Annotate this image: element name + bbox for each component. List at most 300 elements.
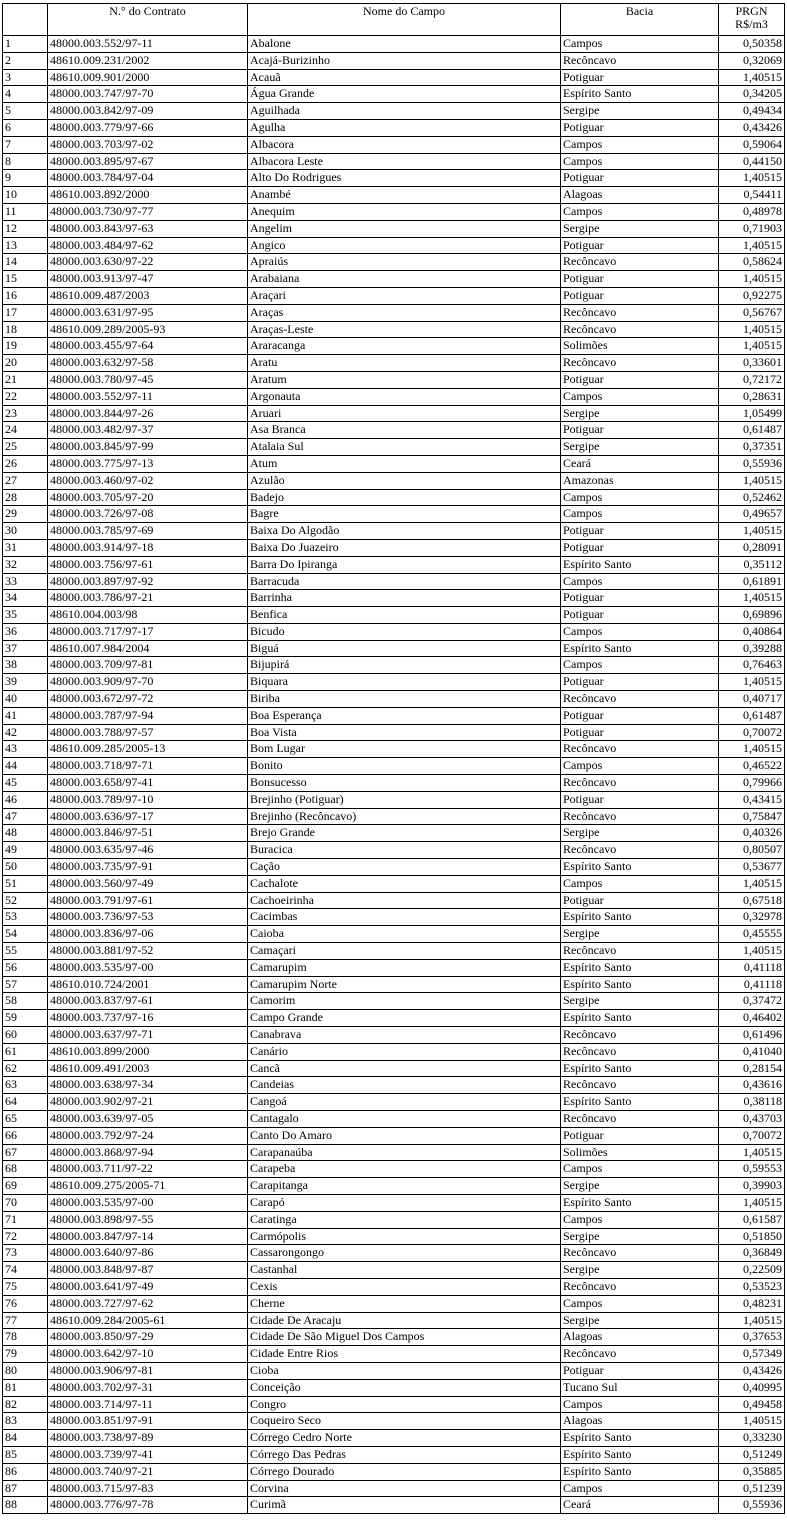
prgn-value-cell: 1,40515 [719, 1312, 785, 1329]
prgn-value-cell: 0,61487 [719, 422, 785, 439]
basin-cell: Campos [561, 623, 719, 640]
basin-cell: Potiguar [561, 287, 719, 304]
field-name-cell: Cioba [248, 1362, 561, 1379]
row-index-cell: 6 [3, 119, 48, 136]
field-name-cell: Bom Lugar [248, 741, 561, 758]
row-index-cell: 23 [3, 405, 48, 422]
field-name-cell: Biguá [248, 640, 561, 657]
header-contract-number: N.° do Contrato [48, 4, 248, 36]
basin-cell: Campos [561, 1480, 719, 1497]
row-index-cell: 80 [3, 1362, 48, 1379]
prgn-value-cell: 1,40515 [719, 590, 785, 607]
contract-number-cell: 48000.003.779/97-66 [48, 119, 248, 136]
field-name-cell: Curimã [248, 1497, 561, 1514]
contract-number-cell: 48000.003.726/97-08 [48, 506, 248, 523]
basin-cell: Sergipe [561, 1262, 719, 1279]
prgn-value-cell: 0,56767 [719, 304, 785, 321]
prgn-value-cell: 0,55936 [719, 1497, 785, 1514]
table-row [3, 859, 785, 876]
prgn-value-cell: 1,40515 [719, 321, 785, 338]
table-row [3, 1497, 785, 1514]
table-row [3, 506, 785, 523]
basin-cell: Recôncavo [561, 842, 719, 859]
basin-cell: Potiguar [561, 724, 719, 741]
table-row [3, 1480, 785, 1497]
field-name-cell: Cangoá [248, 1094, 561, 1111]
row-index-cell: 66 [3, 1127, 48, 1144]
basin-cell: Recôncavo [561, 304, 719, 321]
field-name-cell: Carapanaúba [248, 1144, 561, 1161]
table-row [3, 1430, 785, 1447]
basin-cell: Campos [561, 1295, 719, 1312]
row-index-cell: 40 [3, 691, 48, 708]
contract-number-cell: 48000.003.672/97-72 [48, 691, 248, 708]
prgn-value-cell: 0,43703 [719, 1111, 785, 1128]
prgn-value-cell: 1,40515 [719, 741, 785, 758]
prgn-value-cell: 0,76463 [719, 657, 785, 674]
row-index-cell: 71 [3, 1211, 48, 1228]
table-row [3, 691, 785, 708]
contract-number-cell: 48610.003.892/2000 [48, 187, 248, 204]
basin-cell: Recôncavo [561, 691, 719, 708]
basin-cell: Espírito Santo [561, 1446, 719, 1463]
contract-number-cell: 48000.003.844/97-26 [48, 405, 248, 422]
field-name-cell: Atum [248, 455, 561, 472]
basin-cell: Campos [561, 1396, 719, 1413]
contract-number-cell: 48000.003.709/97-81 [48, 657, 248, 674]
row-index-cell: 84 [3, 1430, 48, 1447]
table-body [3, 36, 785, 1514]
prgn-value-cell: 0,39288 [719, 640, 785, 657]
field-name-cell: Araçari [248, 287, 561, 304]
contract-number-cell: 48610.010.724/2001 [48, 976, 248, 993]
prgn-value-cell: 0,43426 [719, 1362, 785, 1379]
table-row [3, 959, 785, 976]
table-row [3, 909, 785, 926]
table-row [3, 741, 785, 758]
table-row [3, 170, 785, 187]
contract-number-cell: 48000.003.560/97-49 [48, 875, 248, 892]
row-index-cell: 33 [3, 573, 48, 590]
field-name-cell: Bonito [248, 758, 561, 775]
basin-cell: Campos [561, 758, 719, 775]
row-index-cell: 62 [3, 1060, 48, 1077]
basin-cell: Campos [561, 1211, 719, 1228]
basin-cell: Recôncavo [561, 1027, 719, 1044]
basin-cell: Amazonas [561, 472, 719, 489]
field-name-cell: Biquara [248, 674, 561, 691]
prgn-value-cell: 0,34205 [719, 86, 785, 103]
prgn-value-cell: 0,53523 [719, 1278, 785, 1295]
field-name-cell: Camarupim [248, 959, 561, 976]
table-row [3, 1211, 785, 1228]
table-row [3, 1111, 785, 1128]
table-row [3, 1278, 785, 1295]
row-index-cell: 81 [3, 1379, 48, 1396]
contract-number-cell: 48000.003.868/97-94 [48, 1144, 248, 1161]
table-row [3, 892, 785, 909]
contract-number-cell: 48000.003.658/97-41 [48, 775, 248, 792]
prgn-value-cell: 0,40717 [719, 691, 785, 708]
basin-cell: Sergipe [561, 439, 719, 456]
table-row [3, 724, 785, 741]
field-name-cell: Camaçari [248, 943, 561, 960]
table-row [3, 254, 785, 271]
prgn-value-cell: 0,46522 [719, 758, 785, 775]
contract-number-cell: 48000.003.836/97-06 [48, 926, 248, 943]
prgn-value-cell: 0,92275 [719, 287, 785, 304]
row-index-cell: 77 [3, 1312, 48, 1329]
basin-cell: Sergipe [561, 1228, 719, 1245]
table-row [3, 321, 785, 338]
contract-number-cell: 48610.009.289/2005-93 [48, 321, 248, 338]
basin-cell: Recôncavo [561, 943, 719, 960]
field-name-cell: Baixa Do Juazeiro [248, 539, 561, 556]
row-index-cell: 39 [3, 674, 48, 691]
field-name-cell: Azulão [248, 472, 561, 489]
row-index-cell: 7 [3, 136, 48, 153]
field-name-cell: Aruari [248, 405, 561, 422]
row-index-cell: 59 [3, 1010, 48, 1027]
contract-number-cell: 48610.009.231/2002 [48, 52, 248, 69]
basin-cell: Potiguar [561, 170, 719, 187]
field-name-cell: Barra Do Ipiranga [248, 556, 561, 573]
table-row [3, 1010, 785, 1027]
row-index-cell: 38 [3, 657, 48, 674]
field-name-cell: Bicudo [248, 623, 561, 640]
field-name-cell: Badejo [248, 489, 561, 506]
row-index-cell: 5 [3, 103, 48, 120]
prgn-value-cell: 0,35112 [719, 556, 785, 573]
basin-cell: Espírito Santo [561, 909, 719, 926]
field-name-cell: Araracanga [248, 338, 561, 355]
basin-cell: Recôncavo [561, 254, 719, 271]
prgn-value-cell: 0,48231 [719, 1295, 785, 1312]
contract-number-cell: 48000.003.711/97-22 [48, 1161, 248, 1178]
contract-number-cell: 48000.003.897/97-92 [48, 573, 248, 590]
basin-cell: Sergipe [561, 993, 719, 1010]
field-name-cell: Araças-Leste [248, 321, 561, 338]
prgn-value-cell: 0,51239 [719, 1480, 785, 1497]
prgn-value-cell: 0,37653 [719, 1329, 785, 1346]
table-row [3, 220, 785, 237]
row-index-cell: 30 [3, 523, 48, 540]
row-index-cell: 25 [3, 439, 48, 456]
row-index-cell: 48 [3, 825, 48, 842]
field-name-cell: Barrinha [248, 590, 561, 607]
basin-cell: Potiguar [561, 237, 719, 254]
table-row [3, 405, 785, 422]
prgn-value-cell: 0,71903 [719, 220, 785, 237]
prgn-value-cell: 0,46402 [719, 1010, 785, 1027]
row-index-cell: 54 [3, 926, 48, 943]
table-row [3, 1228, 785, 1245]
contract-number-cell: 48000.003.843/97-63 [48, 220, 248, 237]
contract-number-cell: 48610.007.984/2004 [48, 640, 248, 657]
contract-number-cell: 48000.003.702/97-31 [48, 1379, 248, 1396]
contract-number-cell: 48610.009.901/2000 [48, 69, 248, 86]
prgn-value-cell: 1,40515 [719, 523, 785, 540]
field-name-cell: Agulha [248, 119, 561, 136]
contract-number-cell: 48000.003.895/97-67 [48, 153, 248, 170]
field-name-cell: Corvina [248, 1480, 561, 1497]
prgn-value-cell: 0,28154 [719, 1060, 785, 1077]
prgn-value-cell: 0,59064 [719, 136, 785, 153]
prgn-value-cell: 0,50358 [719, 36, 785, 53]
prgn-value-cell: 0,40864 [719, 623, 785, 640]
table-row [3, 623, 785, 640]
prgn-value-cell: 0,41040 [719, 1043, 785, 1060]
basin-cell: Campos [561, 657, 719, 674]
basin-cell: Potiguar [561, 607, 719, 624]
field-name-cell: Baixa Do Algodão [248, 523, 561, 540]
basin-cell: Campos [561, 203, 719, 220]
prgn-value-cell: 1,40515 [719, 1413, 785, 1430]
basin-cell: Espírito Santo [561, 1463, 719, 1480]
table-row [3, 808, 785, 825]
prgn-value-cell: 0,45555 [719, 926, 785, 943]
table-row [3, 1161, 785, 1178]
prgn-value-cell: 0,48978 [719, 203, 785, 220]
table-row [3, 674, 785, 691]
prgn-value-cell: 0,67518 [719, 892, 785, 909]
contract-number-cell: 48000.003.482/97-37 [48, 422, 248, 439]
prgn-value-cell: 1,40515 [719, 271, 785, 288]
contract-number-cell: 48000.003.638/97-34 [48, 1077, 248, 1094]
field-name-cell: Biriba [248, 691, 561, 708]
table-row [3, 338, 785, 355]
basin-cell: Sergipe [561, 1312, 719, 1329]
contract-number-cell: 48000.003.718/97-71 [48, 758, 248, 775]
contract-number-cell: 48000.003.535/97-00 [48, 1194, 248, 1211]
prgn-value-cell: 0,43426 [719, 119, 785, 136]
basin-cell: Espírito Santo [561, 640, 719, 657]
contract-number-cell: 48000.003.792/97-24 [48, 1127, 248, 1144]
prgn-value-cell: 0,40326 [719, 825, 785, 842]
field-name-cell: Canário [248, 1043, 561, 1060]
prgn-value-cell: 1,05499 [719, 405, 785, 422]
contract-number-cell: 48000.003.837/97-61 [48, 993, 248, 1010]
prgn-value-cell: 0,37472 [719, 993, 785, 1010]
prgn-value-cell: 0,41118 [719, 959, 785, 976]
contract-number-cell: 48000.003.842/97-09 [48, 103, 248, 120]
field-name-cell: Anambé [248, 187, 561, 204]
basin-cell: Recôncavo [561, 1278, 719, 1295]
field-name-cell: Cidade Entre Rios [248, 1346, 561, 1363]
basin-cell: Potiguar [561, 892, 719, 909]
contract-number-cell: 48000.003.642/97-10 [48, 1346, 248, 1363]
row-index-cell: 51 [3, 875, 48, 892]
field-name-cell: Água Grande [248, 86, 561, 103]
basin-cell: Potiguar [561, 590, 719, 607]
basin-cell: Recôncavo [561, 1346, 719, 1363]
prgn-value-cell: 0,55936 [719, 455, 785, 472]
row-index-cell: 20 [3, 355, 48, 372]
field-name-cell: Cidade De São Miguel Dos Campos [248, 1329, 561, 1346]
row-index-cell: 35 [3, 607, 48, 624]
row-index-cell: 60 [3, 1027, 48, 1044]
table-row [3, 1312, 785, 1329]
header-prgn [719, 4, 785, 36]
field-name-cell: Coqueiro Seco [248, 1413, 561, 1430]
row-index-cell: 53 [3, 909, 48, 926]
basin-cell: Tucano Sul [561, 1379, 719, 1396]
field-name-cell: Brejinho (Potiguar) [248, 791, 561, 808]
field-name-cell: Acauã [248, 69, 561, 86]
row-index-cell: 57 [3, 976, 48, 993]
table-row [3, 825, 785, 842]
basin-cell: Sergipe [561, 220, 719, 237]
prgn-value-cell: 0,61587 [719, 1211, 785, 1228]
contract-number-cell: 48000.003.739/97-41 [48, 1446, 248, 1463]
prgn-table [2, 3, 785, 1514]
field-name-cell: Albacora Leste [248, 153, 561, 170]
table-row [3, 842, 785, 859]
row-index-cell: 42 [3, 724, 48, 741]
field-name-cell: Canto Do Amaro [248, 1127, 561, 1144]
contract-number-cell: 48000.003.637/97-71 [48, 1027, 248, 1044]
table-row [3, 926, 785, 943]
prgn-value-cell: 0,59553 [719, 1161, 785, 1178]
table-row [3, 707, 785, 724]
row-index-cell: 41 [3, 707, 48, 724]
basin-cell: Potiguar [561, 119, 719, 136]
contract-number-cell: 48000.003.775/97-13 [48, 455, 248, 472]
basin-cell: Ceará [561, 455, 719, 472]
row-index-cell: 49 [3, 842, 48, 859]
basin-cell: Recôncavo [561, 1043, 719, 1060]
prgn-value-cell: 1,40515 [719, 875, 785, 892]
prgn-value-cell: 0,58624 [719, 254, 785, 271]
table-row [3, 136, 785, 153]
prgn-value-cell: 1,40515 [719, 1144, 785, 1161]
table-row [3, 993, 785, 1010]
contract-number-cell: 48000.003.703/97-02 [48, 136, 248, 153]
contract-number-cell: 48000.003.737/97-16 [48, 1010, 248, 1027]
table-row [3, 36, 785, 53]
contract-number-cell: 48000.003.632/97-58 [48, 355, 248, 372]
field-name-cell: Cachoeirinha [248, 892, 561, 909]
table-row [3, 304, 785, 321]
table-row [3, 153, 785, 170]
row-index-cell: 18 [3, 321, 48, 338]
contract-number-cell: 48000.003.881/97-52 [48, 943, 248, 960]
row-index-cell: 72 [3, 1228, 48, 1245]
prgn-value-cell: 0,79966 [719, 775, 785, 792]
contract-number-cell: 48000.003.788/97-57 [48, 724, 248, 741]
field-name-cell: Apraiús [248, 254, 561, 271]
row-index-cell: 50 [3, 859, 48, 876]
table-row [3, 556, 785, 573]
contract-number-cell: 48000.003.730/97-77 [48, 203, 248, 220]
field-name-cell: Cação [248, 859, 561, 876]
field-name-cell: Abalone [248, 36, 561, 53]
basin-cell: Potiguar [561, 271, 719, 288]
prgn-value-cell: 0,39903 [719, 1178, 785, 1195]
basin-cell: Potiguar [561, 539, 719, 556]
header-field-name: Nome do Campo [248, 4, 561, 36]
table-row [3, 103, 785, 120]
basin-cell: Solimões [561, 338, 719, 355]
field-name-cell: Aratum [248, 371, 561, 388]
contract-number-cell: 48000.003.714/97-11 [48, 1396, 248, 1413]
prgn-value-cell: 0,35885 [719, 1463, 785, 1480]
prgn-value-cell: 0,36849 [719, 1245, 785, 1262]
field-name-cell: Boa Vista [248, 724, 561, 741]
field-name-cell: Camarupim Norte [248, 976, 561, 993]
basin-cell: Solimões [561, 1144, 719, 1161]
table-row [3, 1463, 785, 1480]
field-name-cell: Caratinga [248, 1211, 561, 1228]
basin-cell: Espírito Santo [561, 959, 719, 976]
row-index-cell: 79 [3, 1346, 48, 1363]
table-row [3, 1362, 785, 1379]
field-name-cell: Aguilhada [248, 103, 561, 120]
basin-cell: Campos [561, 875, 719, 892]
row-index-cell: 11 [3, 203, 48, 220]
row-index-cell: 67 [3, 1144, 48, 1161]
contract-number-cell: 48000.003.784/97-04 [48, 170, 248, 187]
row-index-cell: 88 [3, 1497, 48, 1514]
table-row [3, 1295, 785, 1312]
field-name-cell: Córrego Dourado [248, 1463, 561, 1480]
prgn-value-cell: 0,37351 [719, 439, 785, 456]
field-name-cell: Castanhal [248, 1262, 561, 1279]
table-row [3, 1144, 785, 1161]
prgn-value-cell: 0,38118 [719, 1094, 785, 1111]
field-name-cell: Alto Do Rodrigues [248, 170, 561, 187]
prgn-value-cell: 0,61891 [719, 573, 785, 590]
field-name-cell: Caioba [248, 926, 561, 943]
row-index-cell: 76 [3, 1295, 48, 1312]
basin-cell: Recôncavo [561, 355, 719, 372]
basin-cell: Campos [561, 36, 719, 53]
field-name-cell: Arabaiana [248, 271, 561, 288]
contract-number-cell: 48000.003.735/97-91 [48, 859, 248, 876]
basin-cell: Potiguar [561, 1362, 719, 1379]
prgn-value-cell: 0,61496 [719, 1027, 785, 1044]
basin-cell: Recôncavo [561, 321, 719, 338]
contract-number-cell: 48000.003.639/97-05 [48, 1111, 248, 1128]
prgn-value-cell: 0,33230 [719, 1430, 785, 1447]
field-name-cell: Carapó [248, 1194, 561, 1211]
row-index-cell: 44 [3, 758, 48, 775]
contract-number-cell: 48000.003.851/97-91 [48, 1413, 248, 1430]
row-index-cell: 86 [3, 1463, 48, 1480]
prgn-value-cell: 0,22509 [719, 1262, 785, 1279]
prgn-value-cell: 0,61487 [719, 707, 785, 724]
row-index-cell: 74 [3, 1262, 48, 1279]
field-name-cell: Asa Branca [248, 422, 561, 439]
field-name-cell: Carmópolis [248, 1228, 561, 1245]
row-index-cell: 12 [3, 220, 48, 237]
contract-number-cell: 48000.003.552/97-11 [48, 36, 248, 53]
prgn-value-cell: 0,72172 [719, 371, 785, 388]
basin-cell: Espírito Santo [561, 1010, 719, 1027]
contract-number-cell: 48000.003.455/97-64 [48, 338, 248, 355]
basin-cell: Campos [561, 136, 719, 153]
basin-cell: Sergipe [561, 1178, 719, 1195]
field-name-cell: Buracica [248, 842, 561, 859]
contract-number-cell: 48000.003.913/97-47 [48, 271, 248, 288]
table-row [3, 1178, 785, 1195]
field-name-cell: Brejinho (Recôncavo) [248, 808, 561, 825]
contract-number-cell: 48000.003.636/97-17 [48, 808, 248, 825]
contract-number-cell: 48000.003.635/97-46 [48, 842, 248, 859]
field-name-cell: Cidade De Aracaju [248, 1312, 561, 1329]
table-row [3, 1413, 785, 1430]
prgn-value-cell: 0,80507 [719, 842, 785, 859]
